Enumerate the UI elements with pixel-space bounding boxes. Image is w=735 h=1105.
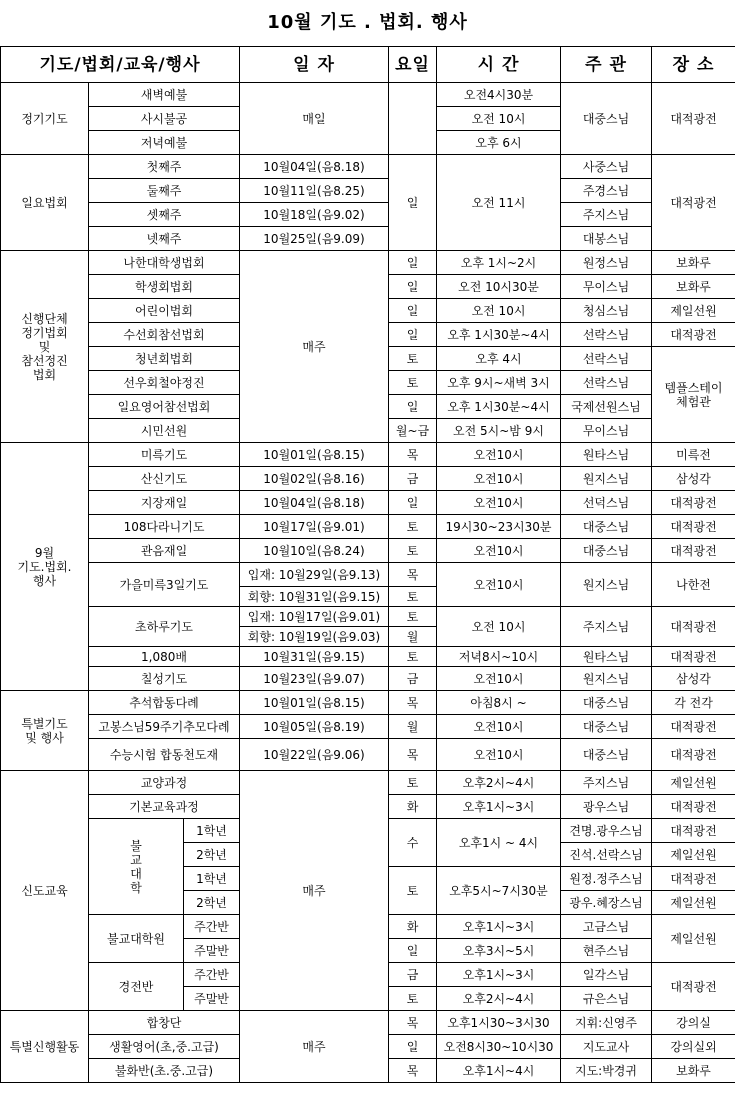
table-row (1, 607, 735, 627)
table-row (1, 83, 735, 107)
table-cell: 광우스님 (561, 795, 652, 819)
header-date: 일 자 (240, 47, 389, 83)
table-cell: 화 (389, 915, 437, 939)
table-cell: 청심스님 (561, 299, 652, 323)
table-cell: 오전10시 (437, 443, 561, 467)
table-row (1, 771, 735, 795)
table-cell: 10월31일(음9.15) (240, 647, 389, 667)
table-cell: 10월25일(음9.09) (240, 227, 389, 251)
table-cell: 오전 11시 (437, 155, 561, 251)
table-row (1, 491, 735, 515)
table-cell: 오전 10시30분 (437, 275, 561, 299)
table-cell: 고봉스님59주기추모다례 (89, 715, 240, 739)
table-cell: 교양과정 (89, 771, 240, 795)
table-cell: 특별신행활동 (1, 1011, 89, 1083)
table-row (1, 647, 735, 667)
table-cell: 월 (389, 627, 437, 647)
table-cell: 오전10시 (437, 467, 561, 491)
table-cell: 정기기도 (1, 83, 89, 155)
table-cell: 지휘:신영주 (561, 1011, 652, 1035)
table-cell: 대적광전 (652, 819, 735, 843)
table-cell: 주간반 (184, 963, 240, 987)
table-cell: 1학년 (184, 819, 240, 843)
table-cell: 주말반 (184, 939, 240, 963)
header-weekday: 요일 (389, 47, 437, 83)
table-cell: 각 전각 (652, 691, 735, 715)
table-body (1, 83, 735, 1083)
table-cell: 견명.광우스님 (561, 819, 652, 843)
table-cell: 원정스님 (561, 251, 652, 275)
table-cell: 1학년 (184, 867, 240, 891)
table-cell: 10월02일(음8.16) (240, 467, 389, 491)
table-cell: 일 (389, 1035, 437, 1059)
table-cell: 오전10시 (437, 715, 561, 739)
table-row (1, 715, 735, 739)
table-cell: 제일선원 (652, 771, 735, 795)
table-cell: 매주 (240, 1011, 389, 1083)
table-cell: 2학년 (184, 891, 240, 915)
table-cell: 화 (389, 795, 437, 819)
table-cell: 지도교사 (561, 1035, 652, 1059)
table-cell: 사시불공 (89, 107, 240, 131)
table-cell: 주간반 (184, 915, 240, 939)
table-cell: 학생회법회 (89, 275, 240, 299)
table-cell: 강의실외 (652, 1035, 735, 1059)
table-cell: 오전 10시 (437, 299, 561, 323)
table-cell: 오후 1시30분~4시 (437, 395, 561, 419)
table-cell: 제일선원 (652, 915, 735, 963)
table-cell: 선덕스님 (561, 491, 652, 515)
header-event: 기도/법회/교육/행사 (1, 47, 240, 83)
table-cell: 일요법회 (1, 155, 89, 251)
table-cell: 매일 (240, 83, 389, 155)
table-cell: 대중스님 (561, 515, 652, 539)
table-cell: 10월17일(음9.01) (240, 515, 389, 539)
table-row (1, 467, 735, 491)
table-cell: 목 (389, 691, 437, 715)
table-cell: 산신기도 (89, 467, 240, 491)
table-cell: 오후1시~3시 (437, 963, 561, 987)
table-cell: 토 (389, 647, 437, 667)
table-cell: 주지스님 (561, 607, 652, 647)
table-cell: 불화반(초.중.고급) (89, 1059, 240, 1083)
table-cell: 제일선원 (652, 299, 735, 323)
table-row (1, 155, 735, 179)
table-cell: 10월22일(음9.06) (240, 739, 389, 771)
table-cell: 10월10일(음8.24) (240, 539, 389, 563)
table-cell: 오전10시 (437, 491, 561, 515)
table-cell: 오전10시 (437, 739, 561, 771)
table-cell: 현주스님 (561, 939, 652, 963)
table-cell: 주지스님 (561, 203, 652, 227)
header-row (1, 47, 735, 83)
table-cell: 오후1시 ~ 4시 (437, 819, 561, 867)
table-row (1, 739, 735, 771)
table-row (1, 563, 735, 587)
table-cell: 경전반 (89, 963, 184, 1011)
table-cell: 시민선원 (89, 419, 240, 443)
table-cell: 어린이법회 (89, 299, 240, 323)
table-cell: 대중스님 (561, 691, 652, 715)
table-cell: 입재: 10월29일(음9.13) (240, 563, 389, 587)
table-cell: 일 (389, 395, 437, 419)
table-cell: 템플스테이 체험관 (652, 347, 735, 443)
table-cell: 월 (389, 715, 437, 739)
table-cell: 무이스님 (561, 275, 652, 299)
table-cell: 첫째주 (89, 155, 240, 179)
table-cell: 미륵전 (652, 443, 735, 467)
table-cell: 토 (389, 515, 437, 539)
table-row (1, 539, 735, 563)
table-cell: 오후 9시~새벽 3시 (437, 371, 561, 395)
table-row (1, 227, 735, 251)
table-cell: 목 (389, 443, 437, 467)
table-cell: 일요영어참선법회 (89, 395, 240, 419)
table-cell: 오후2시~4시 (437, 771, 561, 795)
table-cell: 대적광전 (652, 83, 735, 155)
table-cell: 10월18일(음9.02) (240, 203, 389, 227)
table-cell: 19시30~23시30분 (437, 515, 561, 539)
header-time: 시 간 (437, 47, 561, 83)
table-cell: 대봉스님 (561, 227, 652, 251)
table-cell: 오후2시~4시 (437, 987, 561, 1011)
table-cell: 저녁8시~10시 (437, 647, 561, 667)
table-cell: 10월11일(음8.25) (240, 179, 389, 203)
table-cell: 대적광전 (652, 515, 735, 539)
table-cell: 회향: 10월19일(음9.03) (240, 627, 389, 647)
table-cell: 합창단 (89, 1011, 240, 1035)
table-cell: 선락스님 (561, 371, 652, 395)
table-cell: 지장재일 (89, 491, 240, 515)
table-cell: 토 (389, 987, 437, 1011)
table-cell: 나한대학생법회 (89, 251, 240, 275)
table-cell: 오후1시~3시 (437, 795, 561, 819)
table-cell: 사중스님 (561, 155, 652, 179)
table-cell: 토 (389, 371, 437, 395)
table-cell: 일 (389, 939, 437, 963)
table-cell: 일 (389, 275, 437, 299)
table-cell: 초하루기도 (89, 607, 240, 647)
page-title: 10월 기도 . 법회. 행사 (267, 12, 468, 33)
table-cell: 일 (389, 251, 437, 275)
table-cell: 108다라니기도 (89, 515, 240, 539)
table-cell: 매주 (240, 771, 389, 1011)
schedule-table (0, 46, 735, 1083)
table-cell: 삼성각 (652, 667, 735, 691)
table-cell: 토 (389, 347, 437, 371)
table-cell: 불 교 대 학 (89, 819, 184, 915)
table-cell: 오전10시 (437, 563, 561, 607)
table-cell: 오전4시30분 (437, 83, 561, 107)
table-cell: 셋째주 (89, 203, 240, 227)
table-cell: 대적광전 (652, 867, 735, 891)
table-cell: 토 (389, 771, 437, 795)
table-cell: 원지스님 (561, 467, 652, 491)
table-cell: 오후 6시 (437, 131, 561, 155)
table-cell: 일 (389, 155, 437, 251)
table-cell: 오전8시30~10시30 (437, 1035, 561, 1059)
table-cell: 10월04일(음8.18) (240, 491, 389, 515)
table-row (1, 1011, 735, 1035)
table-cell: 원지스님 (561, 667, 652, 691)
table-cell: 대중스님 (561, 739, 652, 771)
table-cell: 무이스님 (561, 419, 652, 443)
table-cell: 토 (389, 539, 437, 563)
table-cell: 오후3시~5시 (437, 939, 561, 963)
table-row (1, 691, 735, 715)
table-cell: 강의실 (652, 1011, 735, 1035)
header-host: 주 관 (561, 47, 652, 83)
table-cell: 주지스님 (561, 771, 652, 795)
table-cell: 10월04일(음8.18) (240, 155, 389, 179)
table-cell: 신도교육 (1, 771, 89, 1011)
table-cell: 국제선원스님 (561, 395, 652, 419)
table-cell: 수능시험 합동천도재 (89, 739, 240, 771)
table-cell: 대적광전 (652, 715, 735, 739)
table-cell: 둘째주 (89, 179, 240, 203)
table-cell: 대적광전 (652, 739, 735, 771)
table-cell: 지도:박경귀 (561, 1059, 652, 1083)
table-cell: 넷째주 (89, 227, 240, 251)
table-cell: 대적광전 (652, 539, 735, 563)
table-row (1, 443, 735, 467)
table-cell: 진석.선락스님 (561, 843, 652, 867)
table-cell: 오후1시30~3시30 (437, 1011, 561, 1035)
table-cell: 칠성기도 (89, 667, 240, 691)
table-cell: 수선회참선법회 (89, 323, 240, 347)
table-cell: 선락스님 (561, 347, 652, 371)
table-cell (389, 83, 437, 155)
table-cell: 보화루 (652, 251, 735, 275)
table-cell: 일 (389, 491, 437, 515)
table-cell: 일 (389, 299, 437, 323)
table-cell: 오후1시~3시 (437, 915, 561, 939)
table-cell: 오후 4시 (437, 347, 561, 371)
table-cell: 주경스님 (561, 179, 652, 203)
table-row (1, 667, 735, 691)
table-cell: 오전 5시~밤 9시 (437, 419, 561, 443)
table-cell: 토 (389, 587, 437, 607)
table-cell: 금 (389, 963, 437, 987)
table-row (1, 203, 735, 227)
table-cell: 선우회철야정진 (89, 371, 240, 395)
table-cell: 제일선원 (652, 891, 735, 915)
table-cell: 목 (389, 1011, 437, 1035)
table-cell: 목 (389, 1059, 437, 1083)
table-cell: 특별기도 및 행사 (1, 691, 89, 771)
table-cell: 토 (389, 867, 437, 915)
table-cell: 목 (389, 563, 437, 587)
table-cell: 오후1시~4시 (437, 1059, 561, 1083)
table-cell: 10월05일(음8.19) (240, 715, 389, 739)
table-cell: 일각스님 (561, 963, 652, 987)
table-cell: 새벽예불 (89, 83, 240, 107)
table-cell: 나한전 (652, 563, 735, 607)
table-cell: 오전 10시 (437, 107, 561, 131)
table-cell: 원지스님 (561, 563, 652, 607)
table-cell: 10월23일(음9.07) (240, 667, 389, 691)
table-cell: 대중스님 (561, 83, 652, 155)
table-cell: 원정.정주스님 (561, 867, 652, 891)
table-cell: 오전10시 (437, 539, 561, 563)
table-cell: 오후5시~7시30분 (437, 867, 561, 915)
table-cell: 광우.혜장스님 (561, 891, 652, 915)
header-place: 장 소 (652, 47, 735, 83)
table-cell: 주말반 (184, 987, 240, 1011)
table-row (1, 251, 735, 275)
table-cell: 가을미륵3일기도 (89, 563, 240, 607)
table-cell: 회향: 10월31일(음9.15) (240, 587, 389, 607)
table-cell: 금 (389, 467, 437, 491)
table-cell: 기본교육과정 (89, 795, 240, 819)
table-cell: 월~금 (389, 419, 437, 443)
table-row (1, 515, 735, 539)
table-cell: 생활영어(초,중.고급) (89, 1035, 240, 1059)
table-cell: 오후 1시30분~4시 (437, 323, 561, 347)
table-cell: 규은스님 (561, 987, 652, 1011)
table-cell: 수 (389, 819, 437, 867)
table-cell: 10월01일(음8.15) (240, 691, 389, 715)
table-cell: 대적광전 (652, 647, 735, 667)
table-cell: 일 (389, 323, 437, 347)
table-cell: 대적광전 (652, 795, 735, 819)
table-cell: 오후 1시~2시 (437, 251, 561, 275)
table-cell: 대적광전 (652, 963, 735, 1011)
table-cell: 대중스님 (561, 715, 652, 739)
table-cell: 아침8시 ~ (437, 691, 561, 715)
table-cell: 오전10시 (437, 667, 561, 691)
table-cell: 추석합동다례 (89, 691, 240, 715)
table-cell: 대적광전 (652, 607, 735, 647)
table-cell: 신행단체 정기법회 및 참선정진 법회 (1, 251, 89, 443)
table-cell: 청년회법회 (89, 347, 240, 371)
table-cell: 제일선원 (652, 843, 735, 867)
table-cell: 대적광전 (652, 323, 735, 347)
table-cell: 관음재일 (89, 539, 240, 563)
table-cell: 토 (389, 607, 437, 627)
table-cell: 매주 (240, 251, 389, 443)
table-cell: 2학년 (184, 843, 240, 867)
table-cell: 오전 10시 (437, 607, 561, 647)
table-cell: 대적광전 (652, 155, 735, 251)
table-cell: 삼성각 (652, 467, 735, 491)
table-cell: 미륵기도 (89, 443, 240, 467)
table-cell: 10월01일(음8.15) (240, 443, 389, 467)
table-cell: 원타스님 (561, 443, 652, 467)
table-cell: 목 (389, 739, 437, 771)
table-cell: 대중스님 (561, 539, 652, 563)
table-cell: 고금스님 (561, 915, 652, 939)
table-cell: 원타스님 (561, 647, 652, 667)
table-cell: 보화루 (652, 1059, 735, 1083)
table-cell: 입재: 10월17일(음9.01) (240, 607, 389, 627)
table-cell: 9월 기도.법회. 행사 (1, 443, 89, 691)
table-cell: 저녁예불 (89, 131, 240, 155)
table-cell: 불교대학원 (89, 915, 184, 963)
table-cell: 금 (389, 667, 437, 691)
table-cell: 선락스님 (561, 323, 652, 347)
table-cell: 보화루 (652, 275, 735, 299)
table-cell: 1,080배 (89, 647, 240, 667)
table-row (1, 179, 735, 203)
table-cell: 대적광전 (652, 491, 735, 515)
